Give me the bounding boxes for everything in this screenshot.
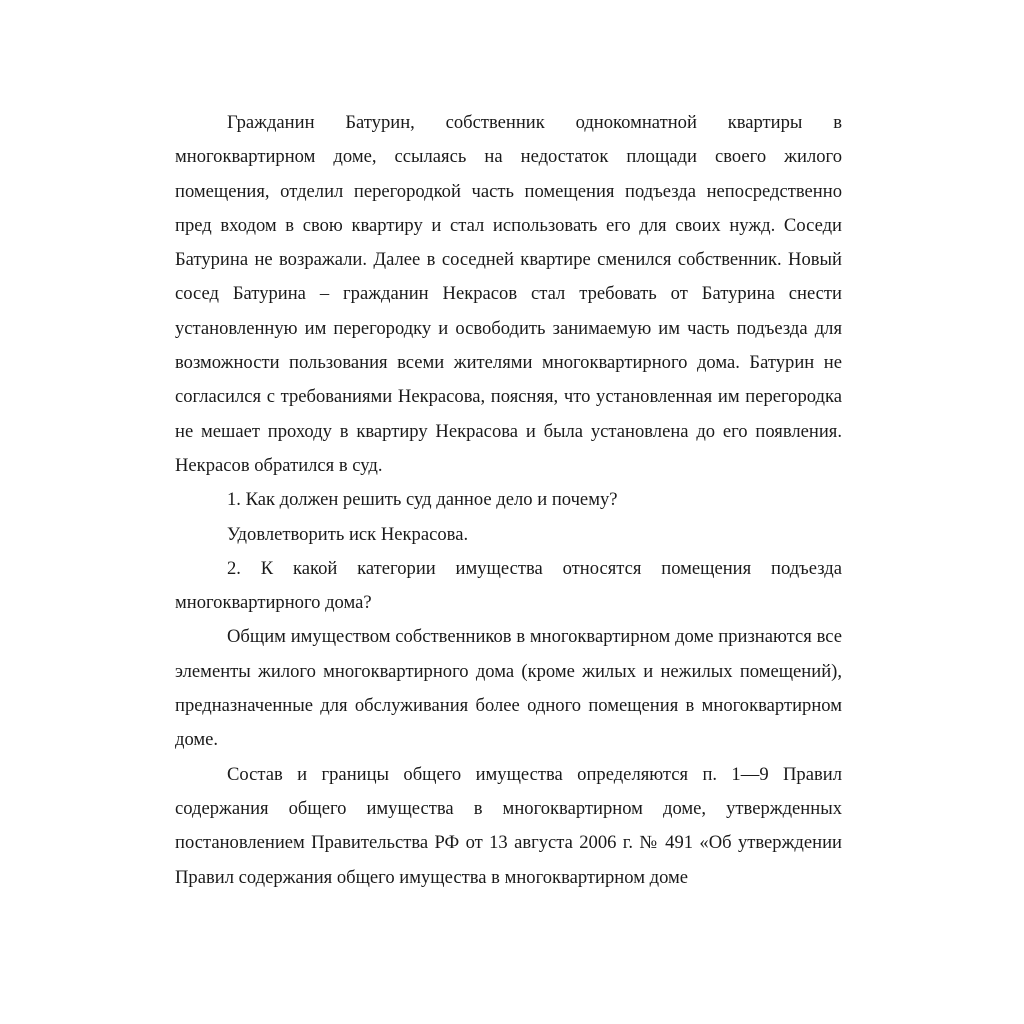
- answer-2-paragraph: Общим имуществом собственников в многоквартирном доме признаются все элементы жилого многоквартирного дома (кроме жилых и нежилых помещений), предназначенные для обслуживания более одного помещения в многоквартирном доме.: [175, 626, 842, 751]
- question-1: 1. Как должен решить суд данное дело и почему?: [227, 489, 618, 511]
- question-2: 2. К какой категории имущества относятся помещения подъезда многоквартирного дома?: [175, 557, 842, 614]
- document-page: [175, 106, 842, 895]
- answer-1: Удовлетворить иск Некрасова.: [227, 523, 469, 545]
- case-description-paragraph: Гражданин Батурин, собственник однокомнатной квартиры в многоквартирном доме, ссылаясь на недостаток площади своего жилого помещения, отделил перегородкой часть помещения подъезда непосредственно пред входом в свою квартиру и стал использовать его для своих нужд. Соседи Батурина не возражали. Далее в соседней квартире сменился собственник. Новый сосед Батурина – гражданин Некрасов стал требовать от Батурина снести установленную им перегородку и освободить занимаемую им часть подъезда для возможности пользования всеми жителями многоквартирного дома. Батурин не согласился с требованиями Некрасова, поясняя, что установленная им перегородка не мешает проходу в квартиру Некрасова и была установлена до его появления. Некрасов обратился в суд.: [175, 112, 842, 476]
- answer-2-continuation-paragraph: Состав и границы общего имущества определяются п. 1—9 Правил содержания общего имущества в многоквартирном доме, утвержденных постановлением Правительства РФ от 13 августа 2006 г. № 491 «Об утверждении Правил содержания общего имущества в многоквартирном доме: [175, 763, 842, 888]
